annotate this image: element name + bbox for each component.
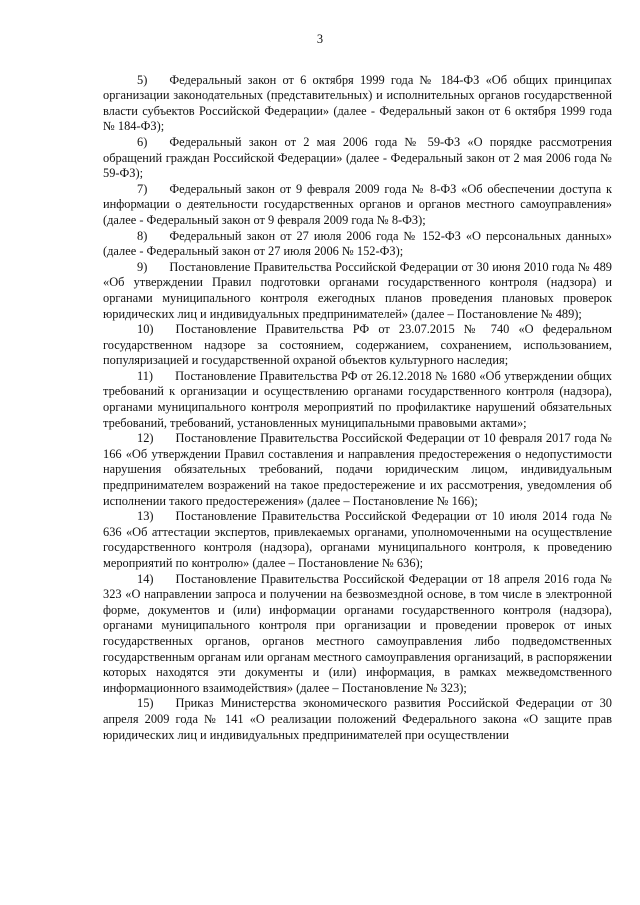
item-text: Постановление Правительства Российской Федерации от 10 февраля 2017 года № 166 «Об утверждении Правил составления и направления предостережения о недопустимости нарушения обязательных требований, подачи юридическим лицом, индивидуальным предпринимателем возражений на такое предостережение и их рассмотрения, уведомления об исполнении такого предостережения» (далее – Постановление № 166); — [103, 431, 612, 508]
item-number: 14) — [137, 571, 154, 586]
item-text: Постановление Правительства РФ от 26.12.2018 № 1680 «Об утверждении общих требований к организации и осуществлению органами государственного контроля (надзора), органами муниципального контроля мероприятий по профилактике нарушений обязательных требований, требований, установленных муниципальными правовыми актами»; — [103, 368, 612, 430]
item-text: Федеральный закон от 2 мая 2006 года № 59-ФЗ «О порядке рассмотрения обращений граждан Российской Федерации» (далее - Федеральный закон от 2 мая 2006 года № 59-ФЗ); — [103, 134, 612, 181]
list-item — [103, 135, 612, 182]
item-number: 6) — [137, 134, 148, 149]
item-text: Постановление Правительства Российской Федерации от 30 июня 2010 года № 489 «Об утверждении Правил подготовки органами государственного контроля (надзора) и органами муниципального контроля ежегодных планов проведения плановых проверок юридических лиц и индивидуальных предпринимателей» (далее – Постановление № 489); — [103, 259, 612, 321]
item-number: 8) — [137, 228, 148, 243]
list-item — [103, 322, 612, 369]
item-text: Постановление Правительства Российской Федерации от 18 апреля 2016 года № 323 «О направлении запроса и получении на безвозмездной основе, в том числе в электронной форме, документов и (или) информации органами государственного контроля (надзора), органами муниципального контроля при организации и проведении проверок от иных государственных органов, органов местного самоуправления либо подведомственных государственным органам или органам местного самоуправления организаций, в распоряжении которых находятся эти документы и (или) информация, в рамках межведомственного информационного взаимодействия» (далее – Постановление № 323); — [103, 571, 612, 695]
list-item — [103, 509, 612, 571]
page-number: 3 — [316, 32, 324, 46]
item-number: 11) — [137, 368, 154, 383]
item-number: 12) — [137, 431, 154, 446]
list-item — [103, 431, 612, 509]
item-number: 15) — [137, 696, 154, 711]
item-number: 5) — [137, 72, 148, 87]
list-item — [103, 696, 612, 743]
item-number: 7) — [137, 181, 148, 196]
item-number: 9) — [137, 259, 148, 274]
list-item — [103, 229, 612, 260]
list-item — [103, 572, 612, 697]
item-text: Федеральный закон от 9 февраля 2009 года № 8-ФЗ «Об обеспечении доступа к информации о деятельности государственных органов и органов местного самоуправления» (далее - Федеральный закон от 9 февраля 2009 года № 8-ФЗ); — [103, 181, 612, 227]
item-text: Постановление Правительства Российской Федерации от 10 июля 2014 года № 636 «Об аттестации экспертов, привлекаемых органами, уполномоченными на осуществление государственного контроля (надзора), органами муниципального контроля, к проведению мероприятий по контролю» (далее – Постановление № 636); — [103, 509, 612, 570]
list-item — [103, 182, 612, 229]
list-item — [103, 260, 612, 322]
item-text: Федеральный закон от 6 октября 1999 года № 184-ФЗ «Об общих принципах организации законодательных (представительных) и исполнительных органов государственной власти субъектов Российской Федерации» (далее - Федеральный закон от 6 октября 1999 года № 184-ФЗ); — [103, 72, 612, 134]
item-text: Приказ Министерства экономического развития Российской Федерации от 30 апреля 2009 года № 141 «О реализации положений Федерального закона «О защите прав юридических лиц и индивидуальных предпринимателей при осуществлении — [103, 696, 612, 742]
item-number: 10) — [137, 322, 154, 337]
item-text: Постановление Правительства РФ от 23.07.2015 № 740 «О федеральном государственном надзоре за состоянием, содержанием, сохранением, использованием, популяризацией и государственной охраной объектов культурного наследия; — [103, 322, 612, 368]
item-number: 13) — [137, 509, 154, 524]
list-item — [103, 73, 612, 135]
item-text: Федеральный закон от 27 июля 2006 года № 152-ФЗ «О персональных данных» (далее - Федеральный закон от 27 июля 2006 № 152-ФЗ); — [103, 228, 612, 259]
list-item — [103, 369, 612, 431]
